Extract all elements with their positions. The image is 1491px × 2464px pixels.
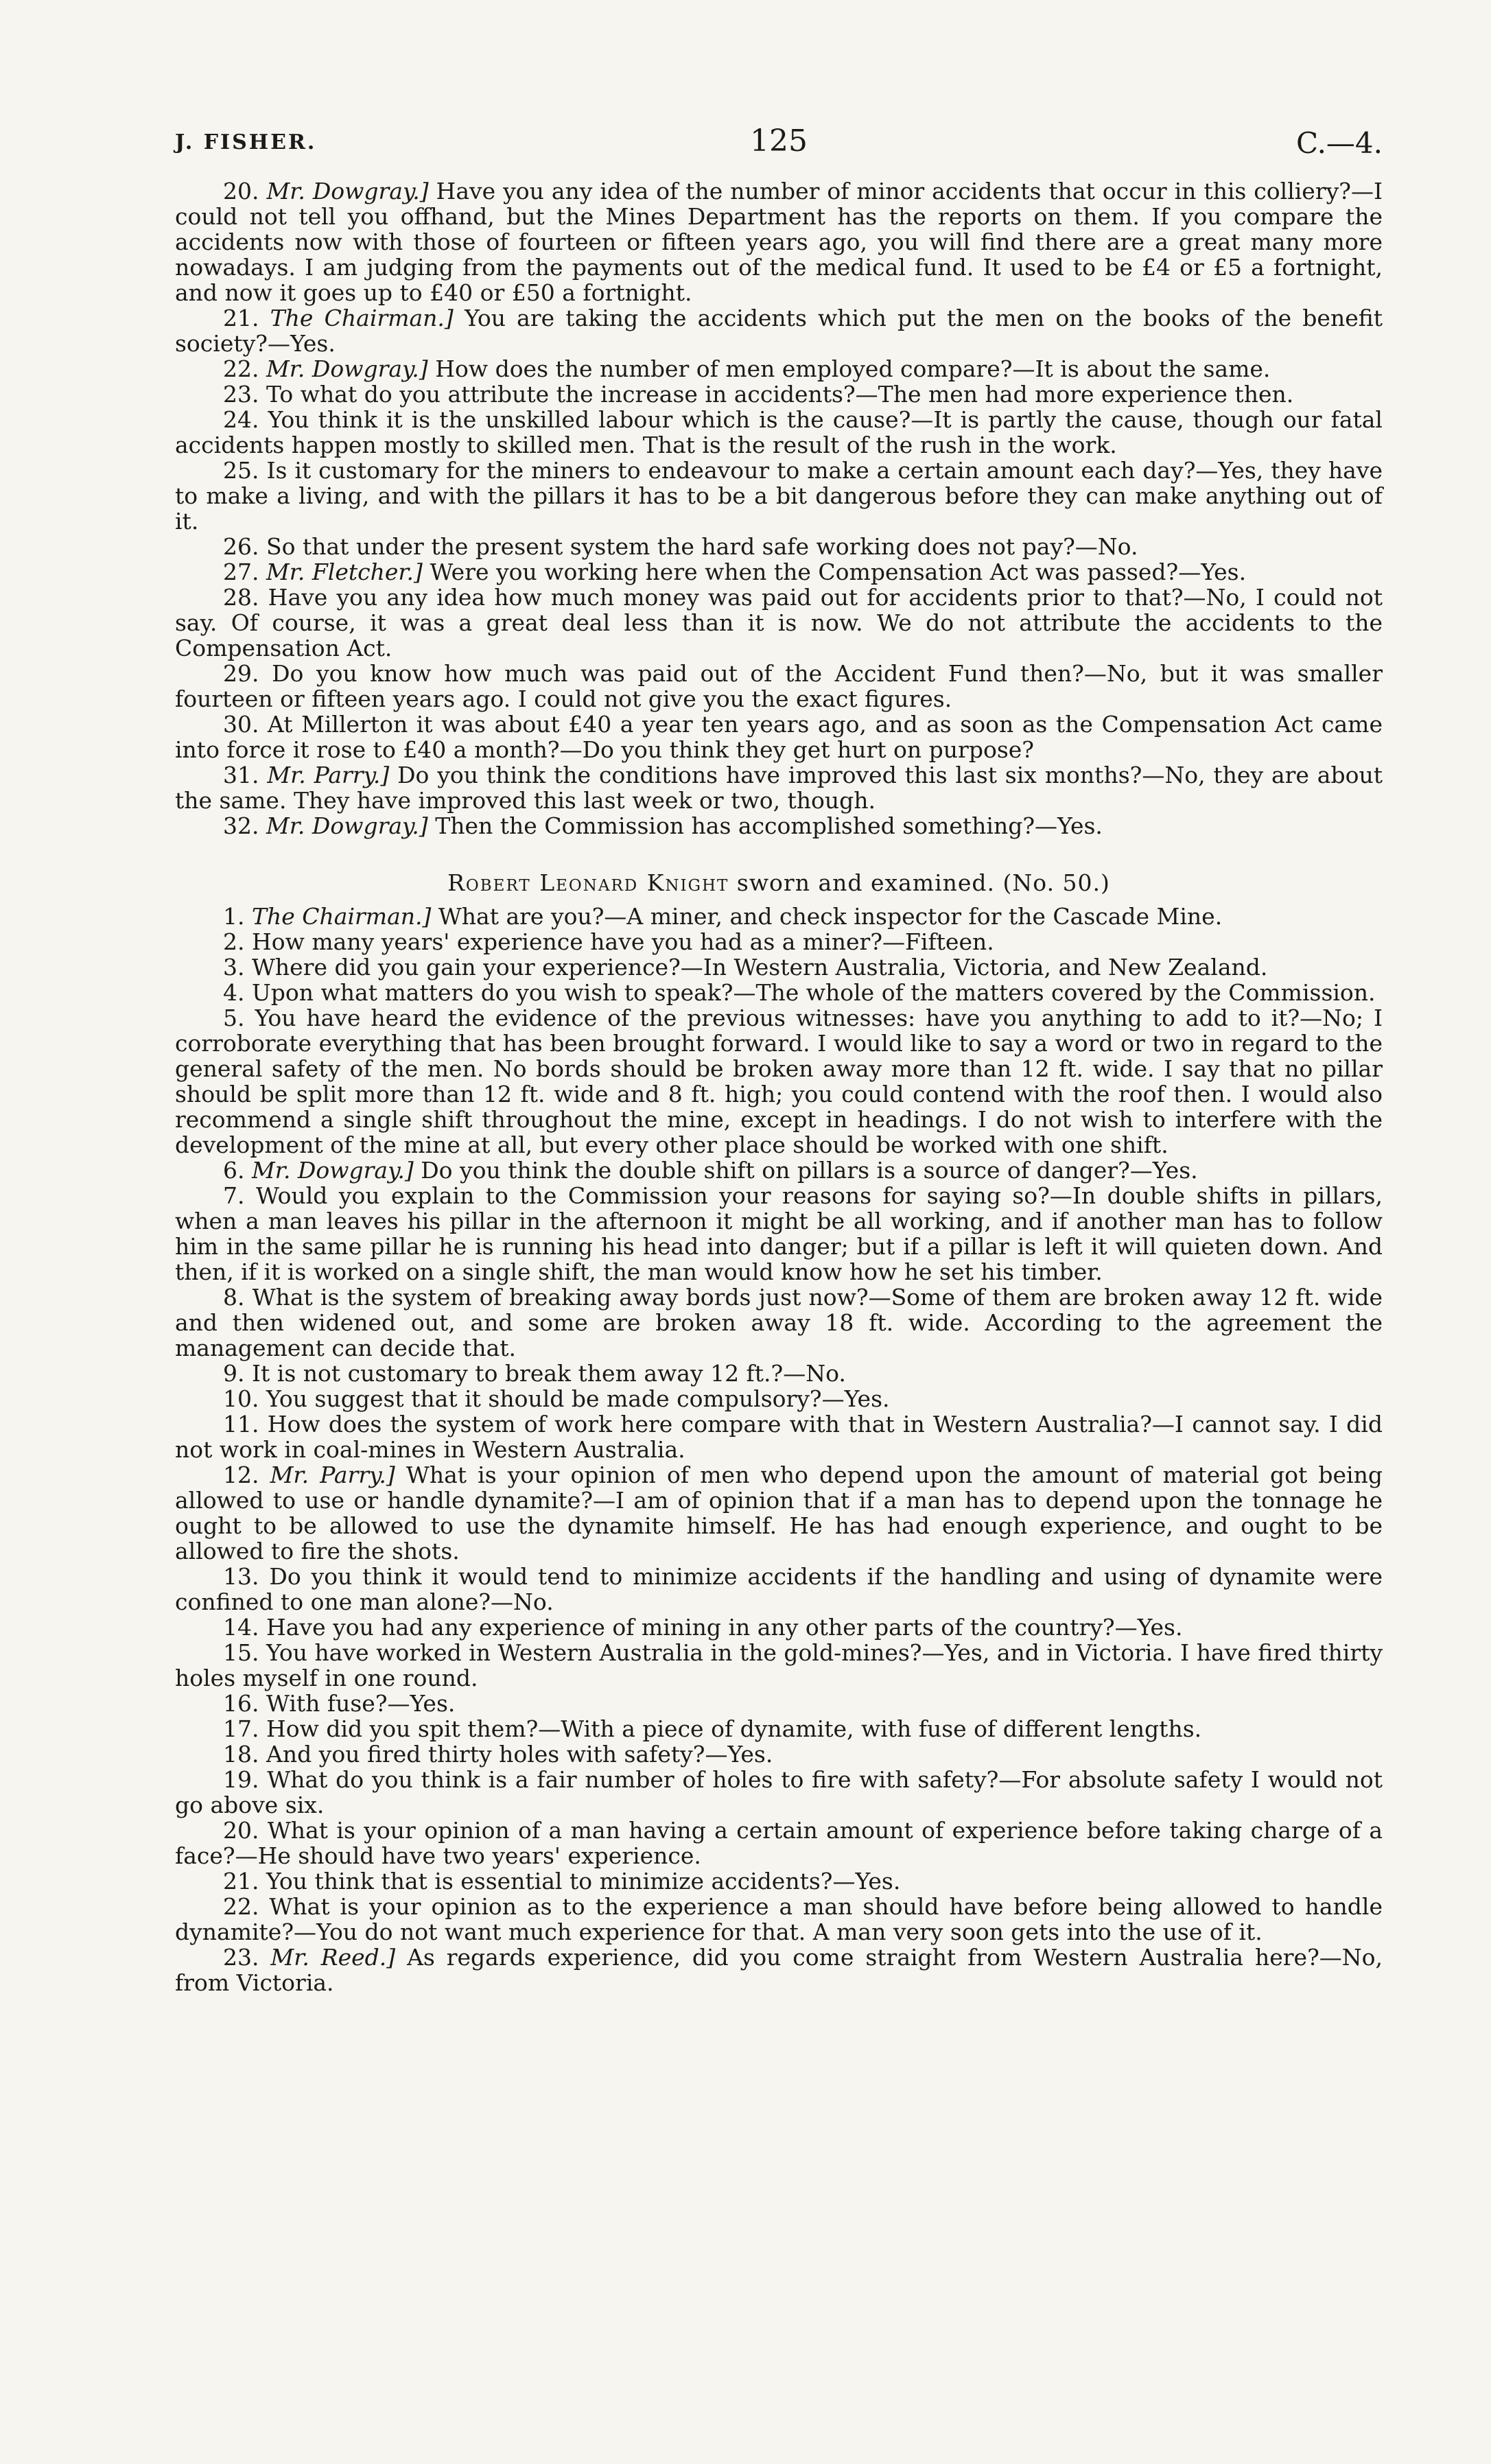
question-number: 23.	[223, 381, 259, 408]
question-paragraph	[175, 585, 1383, 661]
question-number: 21.	[223, 1868, 259, 1894]
question-text: What do you think is a fair number of holes to fire with safety?—For absolute safety I would not go above six.	[175, 1766, 1383, 1818]
question-text: It is not customary to break them away 12 ft.?—No.	[252, 1360, 846, 1387]
question-text: With fuse?—Yes.	[266, 1690, 456, 1717]
question-text: How does the number of men employed compare?—It is about the same.	[435, 355, 1271, 382]
question-text: You think that is essential to minimize accidents?—Yes.	[266, 1868, 901, 1894]
question-paragraph	[175, 712, 1383, 762]
question-paragraph	[175, 305, 1383, 356]
speaker-name: Mr. Dowgray.]	[266, 178, 429, 204]
question-paragraph	[175, 458, 1383, 534]
question-number: 1.	[223, 903, 245, 930]
question-paragraph	[175, 382, 1383, 407]
question-number: 25.	[223, 457, 259, 484]
page-header	[175, 117, 1383, 178]
question-paragraph	[175, 904, 1383, 929]
speaker-name: Mr. Dowgray.]	[266, 355, 428, 382]
question-number: 27.	[223, 559, 259, 585]
question-paragraph	[175, 980, 1383, 1005]
question-number: 20.	[223, 178, 259, 204]
question-paragraph	[175, 1691, 1383, 1716]
question-number: 20.	[223, 1817, 259, 1844]
question-text: How many years' experience have you had as a miner?—Fifteen.	[252, 928, 994, 955]
question-paragraph	[175, 1158, 1383, 1183]
body-text	[175, 178, 1383, 1995]
question-text: Were you working here when the Compensation Act was passed?—Yes.	[430, 559, 1247, 585]
question-number: 11.	[223, 1411, 259, 1438]
question-number: 14.	[223, 1614, 259, 1641]
section-heading	[175, 870, 1383, 895]
question-number: 7.	[223, 1182, 245, 1209]
question-paragraph	[175, 954, 1383, 980]
question-text: Where did you gain your experience?—In Western Australia, Victoria, and New Zealand.	[252, 954, 1268, 981]
question-number: 8.	[223, 1284, 245, 1311]
question-number: 2.	[223, 928, 245, 955]
question-paragraph	[175, 1462, 1383, 1564]
question-number: 26.	[223, 533, 259, 560]
question-paragraph	[175, 1767, 1383, 1818]
question-paragraph	[175, 813, 1383, 838]
document-page	[175, 117, 1383, 1995]
speaker-name: Mr. Dowgray.]	[252, 1157, 414, 1184]
question-number: 18.	[223, 1741, 259, 1768]
question-paragraph	[175, 1818, 1383, 1868]
question-text: What is your opinion of men who depend upon the amount of material got being allowed to use or handle dynamite?—I am of opinion that if a man has to depend upon the tonnage he ought to be allowed to use the dynamite himself. He has had enough experience, and ought to be allowed to fire the shots.	[175, 1462, 1383, 1564]
question-number: 22.	[223, 1893, 259, 1920]
question-paragraph	[175, 1411, 1383, 1462]
question-text: What is your opinion as to the experience a man should have before being allowed to handle dynamite?—You do not want much experience for that. A man very soon gets into the use of it.	[175, 1893, 1383, 1945]
question-paragraph	[175, 661, 1383, 712]
question-number: 22.	[223, 355, 259, 382]
question-text: Is it customary for the miners to endeavour to make a certain amount each day?—Yes, they have to make a living, and with the pillars it has to be a bit dangerous before they can make anything out of it.	[175, 457, 1383, 535]
question-paragraph	[175, 1005, 1383, 1158]
question-number: 23.	[223, 1944, 259, 1971]
question-text: Do you think it would tend to minimize accidents if the handling and using of dynamite were confined to one man alone?—No.	[175, 1563, 1383, 1615]
question-paragraph	[175, 407, 1383, 458]
question-number: 9.	[223, 1360, 245, 1387]
question-paragraph	[175, 1868, 1383, 1894]
question-text: Do you think the conditions have improved this last six months?—No, they are about the same. They have improved this last week or two, though.	[175, 762, 1383, 814]
question-text: What are you?—A miner, and check inspector for the Cascade Mine.	[438, 903, 1223, 930]
question-text: You have heard the evidence of the previous witnesses: have you anything to add to it?—No; I corroborate everything that has been brought forward. I would like to say a word or two in regard to the general safety of the men. No bords should be broken away more than 12 ft. wide. I say that no pillar should be split more than 12 ft. wide and 8 ft. high; you could contend with the roof then. I would also recommend a single shift throughout the mine, except in headings. I do not wish to interfere with the development of the mine at all, but every other place should be worked with one shift.	[175, 1005, 1383, 1158]
question-text: So that under the present system the hard safe working does not pay?—No.	[266, 533, 1138, 560]
question-text: Would you explain to the Commission your reasons for saying so?—In double shifts in pillars, when a man leaves his pillar in the afternoon it might be all working, and if another man has to follow him in the same pillar he is running his head into danger; but if a pillar is left it will quieten down. And then, if it is worked on a single shift, the man would know how he set his timber.	[175, 1182, 1383, 1285]
question-number: 13.	[223, 1563, 259, 1590]
question-text: Upon what matters do you wish to speak?—The whole of the matters covered by the Commission.	[252, 979, 1376, 1006]
question-number: 6.	[223, 1157, 245, 1184]
question-paragraph	[175, 534, 1383, 559]
question-text: What is your opinion of a man having a certain amount of experience before taking charge of a face?—He should have two years' experience.	[175, 1817, 1383, 1869]
question-paragraph	[175, 1716, 1383, 1741]
document-reference: C.—4.	[1295, 126, 1383, 160]
question-text: What is the system of breaking away bords just now?—Some of them are broken away 12 ft. wide and then widened out, and some are broken away 18 ft. wide. According to the agreement the management can decide that.	[175, 1284, 1383, 1361]
question-paragraph	[175, 1741, 1383, 1767]
question-paragraph	[175, 929, 1383, 954]
question-text: Have you had any experience of mining in any other parts of the country?—Yes.	[266, 1614, 1183, 1641]
question-number: 17.	[223, 1715, 259, 1742]
question-number: 21.	[223, 305, 259, 331]
question-paragraph	[175, 1945, 1383, 1995]
question-number: 15.	[223, 1639, 259, 1666]
question-number: 3.	[223, 954, 245, 981]
question-number: 5.	[223, 1005, 245, 1031]
question-text: You suggest that it should be made compulsory?—Yes.	[266, 1385, 890, 1412]
question-number: 30.	[223, 711, 259, 738]
question-paragraph	[175, 1386, 1383, 1411]
running-head-witness: J. FISHER.	[175, 130, 317, 154]
speaker-name: The Chairman.]	[270, 305, 454, 331]
question-text: To what do you attribute the increase in accidents?—The men had more experience then.	[266, 381, 1294, 408]
question-paragraph	[175, 1183, 1383, 1284]
question-number: 4.	[223, 979, 245, 1006]
testimony-fisher	[175, 178, 1383, 838]
speaker-name: Mr. Fletcher.]	[266, 559, 423, 585]
speaker-name: Mr. Dowgray.]	[266, 812, 428, 839]
sworn-note: sworn and examined. (No. 50.)	[729, 869, 1110, 896]
question-number: 24.	[223, 406, 259, 433]
question-paragraph	[175, 1615, 1383, 1640]
question-text: At Millerton it was about £40 a year ten years ago, and as soon as the Compensation Act came into force it rose to £40 a month?—Do you think they get hurt on purpose?	[175, 711, 1383, 763]
question-paragraph	[175, 1361, 1383, 1386]
question-text: You are taking the accidents which put the men on the books of the benefit society?—Yes.	[175, 305, 1383, 357]
question-text: Have you any idea of the number of minor accidents that occur in this colliery?—I could not tell you offhand, but the Mines Department has the reports on them. If you compare the accidents now with those of fourteen or fifteen years ago, you will find there are a great many more nowadays. I am judging from the payments out of the medical fund. It used to be £4 or £5 a fortnight, and now it goes up to £40 or £50 a fortnight.	[175, 178, 1383, 306]
question-number: 12.	[223, 1462, 259, 1488]
question-number: 31.	[223, 762, 259, 788]
question-paragraph	[175, 356, 1383, 382]
question-number: 10.	[223, 1385, 259, 1412]
question-paragraph	[175, 1640, 1383, 1691]
question-text: Do you know how much was paid out of the Accident Fund then?—No, but it was smaller fourteen or fifteen years ago. I could not give you the exact figures.	[175, 660, 1383, 712]
question-paragraph	[175, 1894, 1383, 1945]
speaker-name: Mr. Parry.]	[270, 1462, 395, 1488]
page-number: 125	[750, 124, 808, 159]
testimony-knight	[175, 904, 1383, 1995]
question-number: 29.	[223, 660, 259, 687]
question-paragraph	[175, 1564, 1383, 1615]
question-text: Have you any idea how much money was paid out for accidents prior to that?—No, I could not say. Of course, it was a great deal less than it is now. We do not attribute the accidents to the Compensation Act.	[175, 584, 1383, 661]
question-text: How did you spit them?—With a piece of dynamite, with fuse of different lengths.	[266, 1715, 1202, 1742]
question-text: As regards experience, did you come straight from Western Australia here?—No, from Victoria.	[175, 1944, 1383, 1996]
question-number: 19.	[223, 1766, 259, 1793]
question-paragraph	[175, 178, 1383, 305]
question-text: You have worked in Western Australia in the gold-mines?—Yes, and in Victoria. I have fired thirty holes myself in one round.	[175, 1639, 1383, 1691]
question-text: Do you think the double shift on pillars is a source of danger?—Yes.	[421, 1157, 1198, 1184]
question-text: And you fired thirty holes with safety?—Yes.	[266, 1741, 773, 1768]
question-text: You think it is the unskilled labour which is the cause?—It is partly the cause, though our fatal accidents happen mostly to skilled men. That is the result of the rush in the work.	[175, 406, 1383, 458]
witness-name: Robert Leonard Knight	[447, 869, 729, 896]
speaker-name: The Chairman.]	[252, 903, 432, 930]
question-text: Then the Commission has accomplished something?—Yes.	[435, 812, 1103, 839]
question-number: 32.	[223, 812, 259, 839]
question-number: 28.	[223, 584, 259, 611]
question-text: How does the system of work here compare with that in Western Australia?—I cannot say. I did not work in coal-mines in Western Australia.	[175, 1411, 1383, 1463]
question-paragraph	[175, 762, 1383, 813]
question-number: 16.	[223, 1690, 259, 1717]
speaker-name: Mr. Parry.]	[267, 762, 390, 788]
question-paragraph	[175, 1284, 1383, 1361]
speaker-name: Mr. Reed.]	[270, 1944, 396, 1971]
question-paragraph	[175, 559, 1383, 585]
